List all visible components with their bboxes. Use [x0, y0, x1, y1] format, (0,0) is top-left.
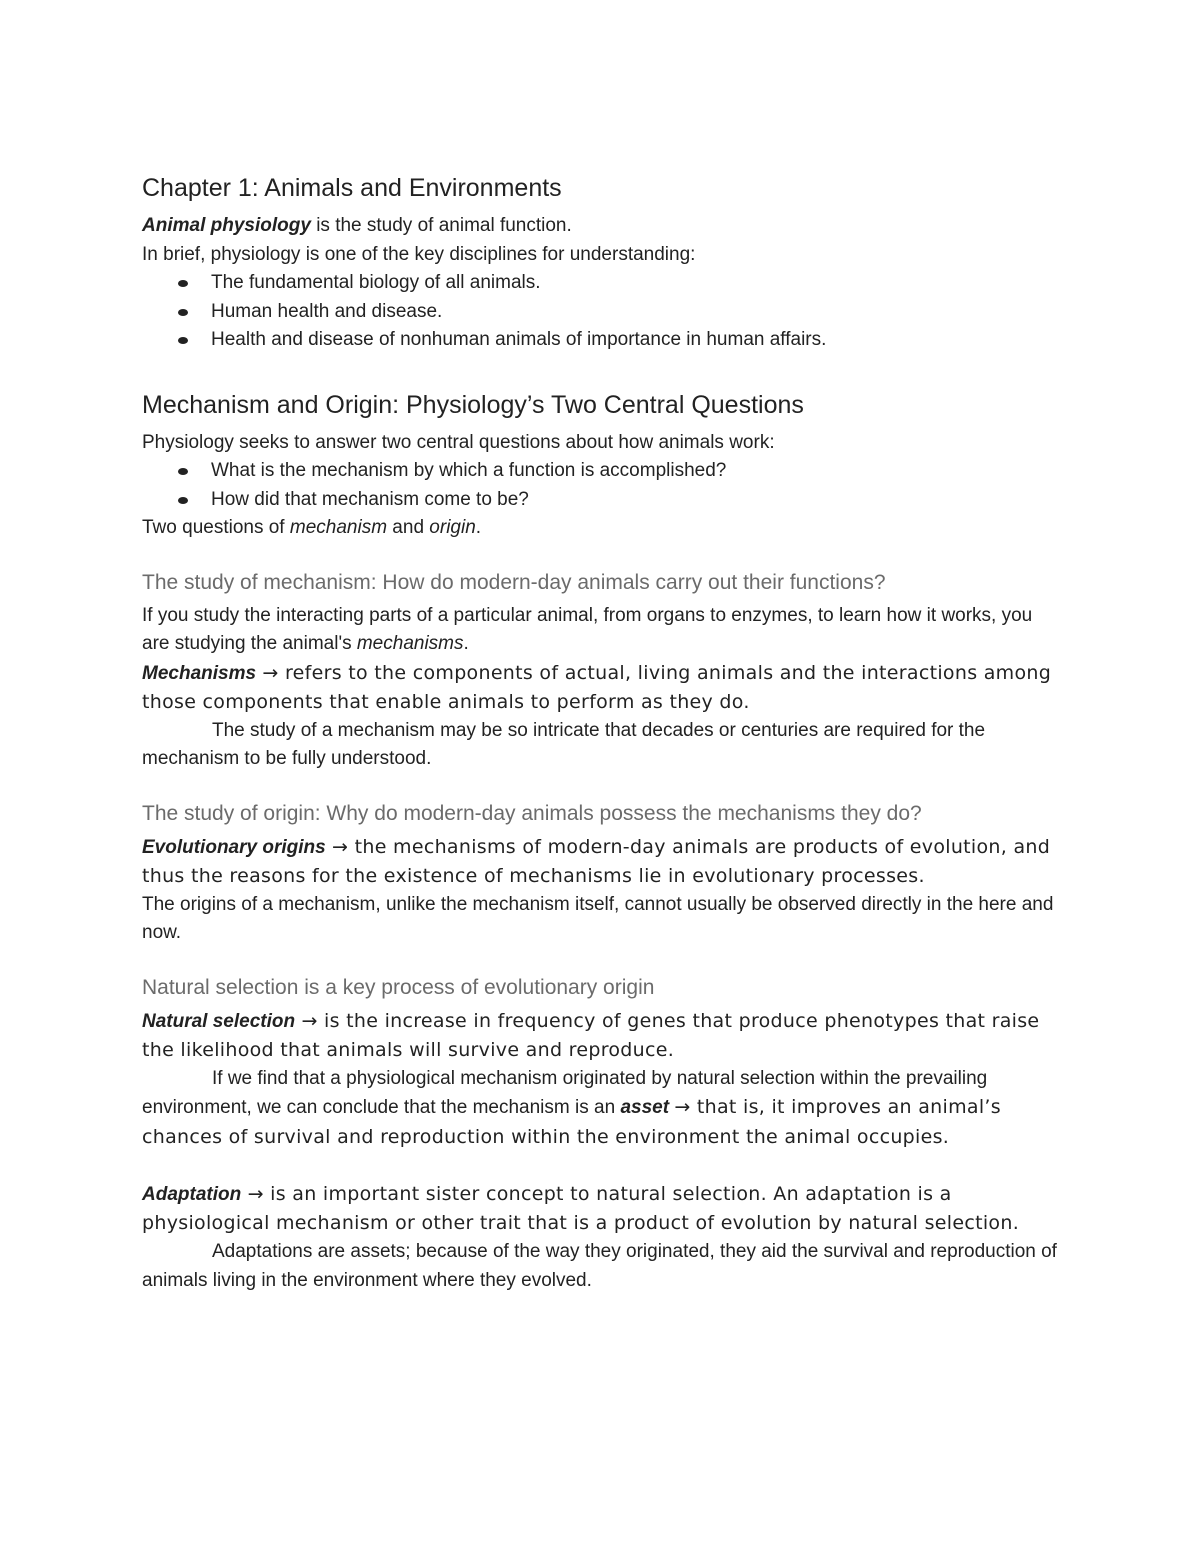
bullet-icon: [178, 497, 188, 504]
paragraph-gap: [142, 1152, 1062, 1180]
document-content: [142, 170, 1062, 1295]
arrow-icon: →: [262, 661, 279, 684]
term-adaptation: Adaptation: [142, 1184, 242, 1205]
term-mechanisms: Mechanisms: [142, 662, 257, 684]
list-item: What is the mechanism by which a function is accomplished?: [142, 457, 1062, 486]
adaptation-definition: Adaptation → is an important sister concept to natural selection. An adaptation is a physiological mechanism or other trait that is a product of evolution by natural selection.: [142, 1183, 1020, 1234]
bullet-icon: [178, 309, 188, 316]
arrow-icon: →: [674, 1096, 691, 1118]
subheading-natural-selection: Natural selection is a key process of evolutionary origin: [142, 975, 655, 999]
arrow-icon: →: [301, 1009, 318, 1032]
evolutionary-origins-definition: Evolutionary origins → the mechanisms of modern-day animals are products of evolution, and thus the reasons for the existence of mechanisms lie in evolutionary processes.: [142, 835, 1051, 887]
intro-bullet-list: [142, 269, 1062, 355]
list-item: Human health and disease.: [142, 298, 1062, 327]
chapter-title: Chapter 1: Animals and Environments: [142, 174, 562, 202]
natural-selection-definition: Natural selection → is the increase in frequency of genes that produce phenotypes that raise the likelihood that animals will survive and reproduce.: [142, 1009, 1040, 1061]
list-item: Health and disease of nonhuman animals of importance in human affairs.: [142, 326, 1062, 355]
bullet-icon: [178, 468, 188, 475]
questions-bullet-list: [142, 457, 1062, 514]
adaptations-assets-paragraph: Adaptations are assets; because of the way they originated, they aid the survival and reproduction of animals living in the environment where they evolved.: [142, 1241, 1057, 1291]
term-asset: asset: [620, 1097, 670, 1118]
origins-paragraph: The origins of a mechanism, unlike the mechanism itself, cannot usually be observed directly in the here and now.: [142, 893, 1054, 943]
subheading-study-of-origin: The study of origin: Why do modern-day animals possess the mechanisms they do?: [142, 801, 922, 825]
term-evolutionary-origins: Evolutionary origins: [142, 836, 326, 858]
section-heading-mechanism-origin: Mechanism and Origin: Physiology’s Two Central Questions: [142, 390, 804, 419]
list-item: How did that mechanism come to be?: [142, 486, 1062, 515]
subheading-study-of-mechanism: The study of mechanism: How do modern-day animals carry out their functions?: [142, 570, 886, 594]
intro-brief: In brief, physiology is one of the key disciplines for understanding:: [142, 243, 696, 265]
term-natural-selection: Natural selection: [142, 1010, 296, 1032]
list-item: The fundamental biology of all animals.: [142, 269, 1062, 298]
arrow-icon: →: [247, 1183, 264, 1205]
bullet-icon: [178, 337, 188, 344]
asset-paragraph: If we find that a physiological mechanism originated by natural selection within the prevailing environment, we can conclude that the mechanism is an asset → that is, it improves an animal’s chances of survival and reproduction within the environment the animal occupies.: [142, 1067, 1001, 1148]
two-questions-line: Two questions of mechanism and origin.: [142, 517, 482, 538]
mechanism-intricacy-paragraph: The study of a mechanism may be so intricate that decades or centuries are required for the mechanism to be fully understood.: [142, 719, 986, 769]
mechanism-origin-lead: Physiology seeks to answer two central questions about how animals work:: [142, 431, 775, 453]
intro-definition: Animal physiology is the study of animal function.: [142, 215, 572, 236]
term-animal-physiology: Animal physiology: [142, 215, 311, 236]
bullet-icon: [178, 280, 188, 287]
arrow-icon: →: [332, 835, 349, 858]
mechanism-paragraph: If you study the interacting parts of a particular animal, from organs to enzymes, to learn how it works, you are studying the animal's mechanisms.: [142, 604, 1033, 654]
mechanisms-definition: Mechanisms → refers to the components of actual, living animals and the interactions among those components that enable animals to perform as they do.: [142, 661, 1052, 713]
